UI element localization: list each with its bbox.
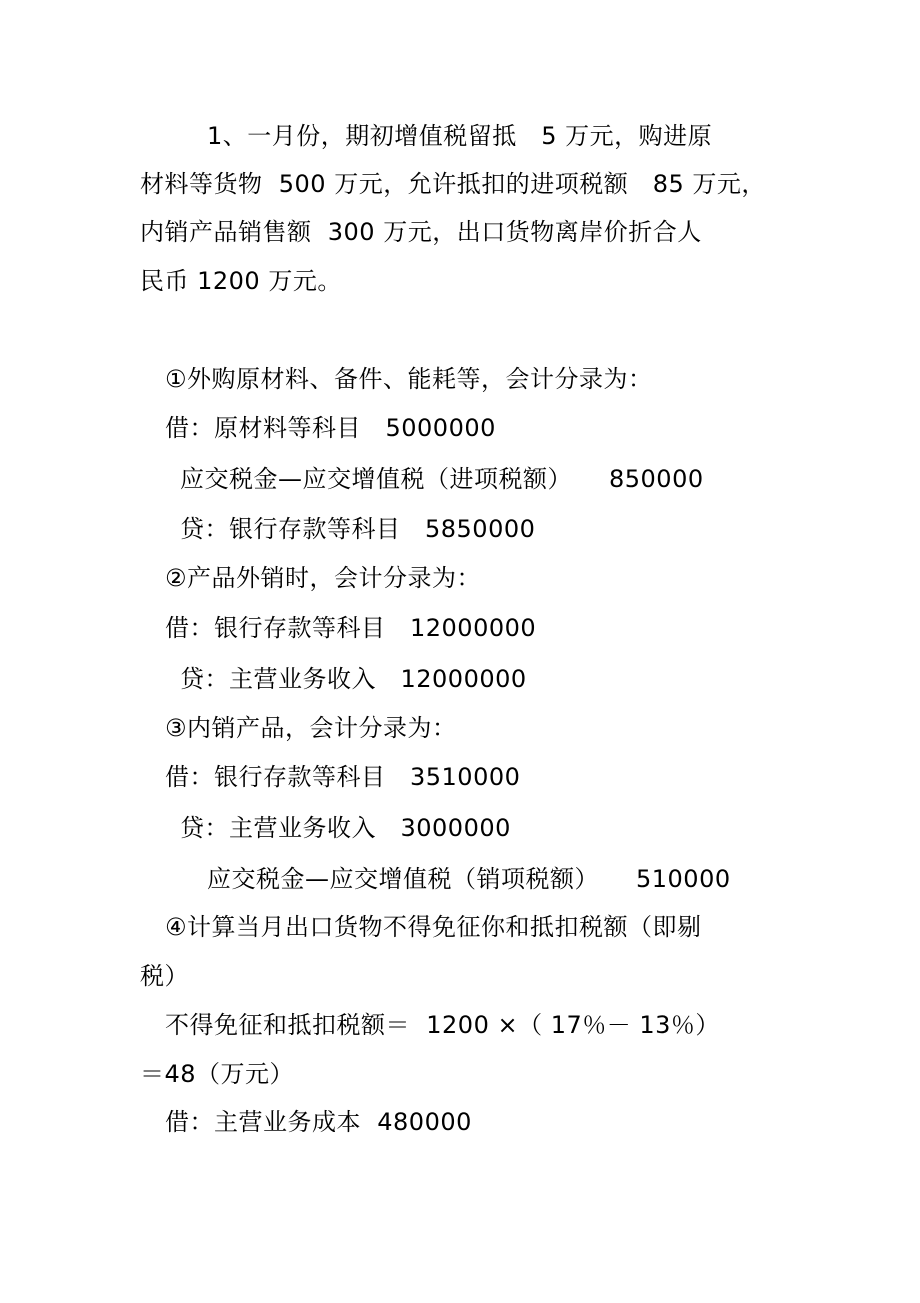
entry-heading-3: ③内销产品，会计分录为： (165, 714, 457, 742)
entry-debit-2: 借：银行存款等科目 12000000 (165, 614, 537, 642)
formula-result: ＝48（万元） (140, 1060, 295, 1088)
entry-credit-2: 贷：主营业务收入 12000000 (180, 665, 527, 693)
intro-line-1: 1、一月份，期初增值税留抵 5 万元，购进原 (207, 122, 713, 150)
entry-credit-3b: 应交税金—应交增值税（销项税额） 510000 (207, 865, 731, 893)
entry-debit-3: 借：银行存款等科目 3510000 (165, 763, 521, 791)
entry-debit-1: 借：原材料等科目 5000000 (165, 414, 496, 442)
entry-credit-1: 贷：银行存款等科目 5850000 (180, 515, 536, 543)
entry-heading-4-cont: 税） (140, 962, 189, 990)
intro-line-4: 民币 1200 万元。 (140, 267, 342, 295)
entry-heading-4: ④计算当月出口货物不得免征你和抵扣税额（即剔 (165, 913, 702, 941)
entry-heading-1: ①外购原材料、备件、能耗等，会计分录为： (165, 365, 653, 393)
entry-debit-4: 借：主营业务成本 480000 (165, 1108, 472, 1136)
entry-heading-2: ②产品外销时，会计分录为： (165, 564, 482, 592)
intro-line-2: 材料等货物 500 万元，允许抵扣的进项税额 85 万元， (140, 170, 766, 198)
entry-debit-1b: 应交税金—应交增值税（进项税额） 850000 (180, 465, 704, 493)
intro-line-3: 内销产品销售额 300 万元，出口货物离岸价折合人 (140, 218, 702, 246)
entry-credit-3: 贷：主营业务收入 3000000 (180, 814, 511, 842)
formula-line: 不得免征和抵扣税额＝ 1200 ×（ 17％－ 13％） (165, 1011, 720, 1039)
